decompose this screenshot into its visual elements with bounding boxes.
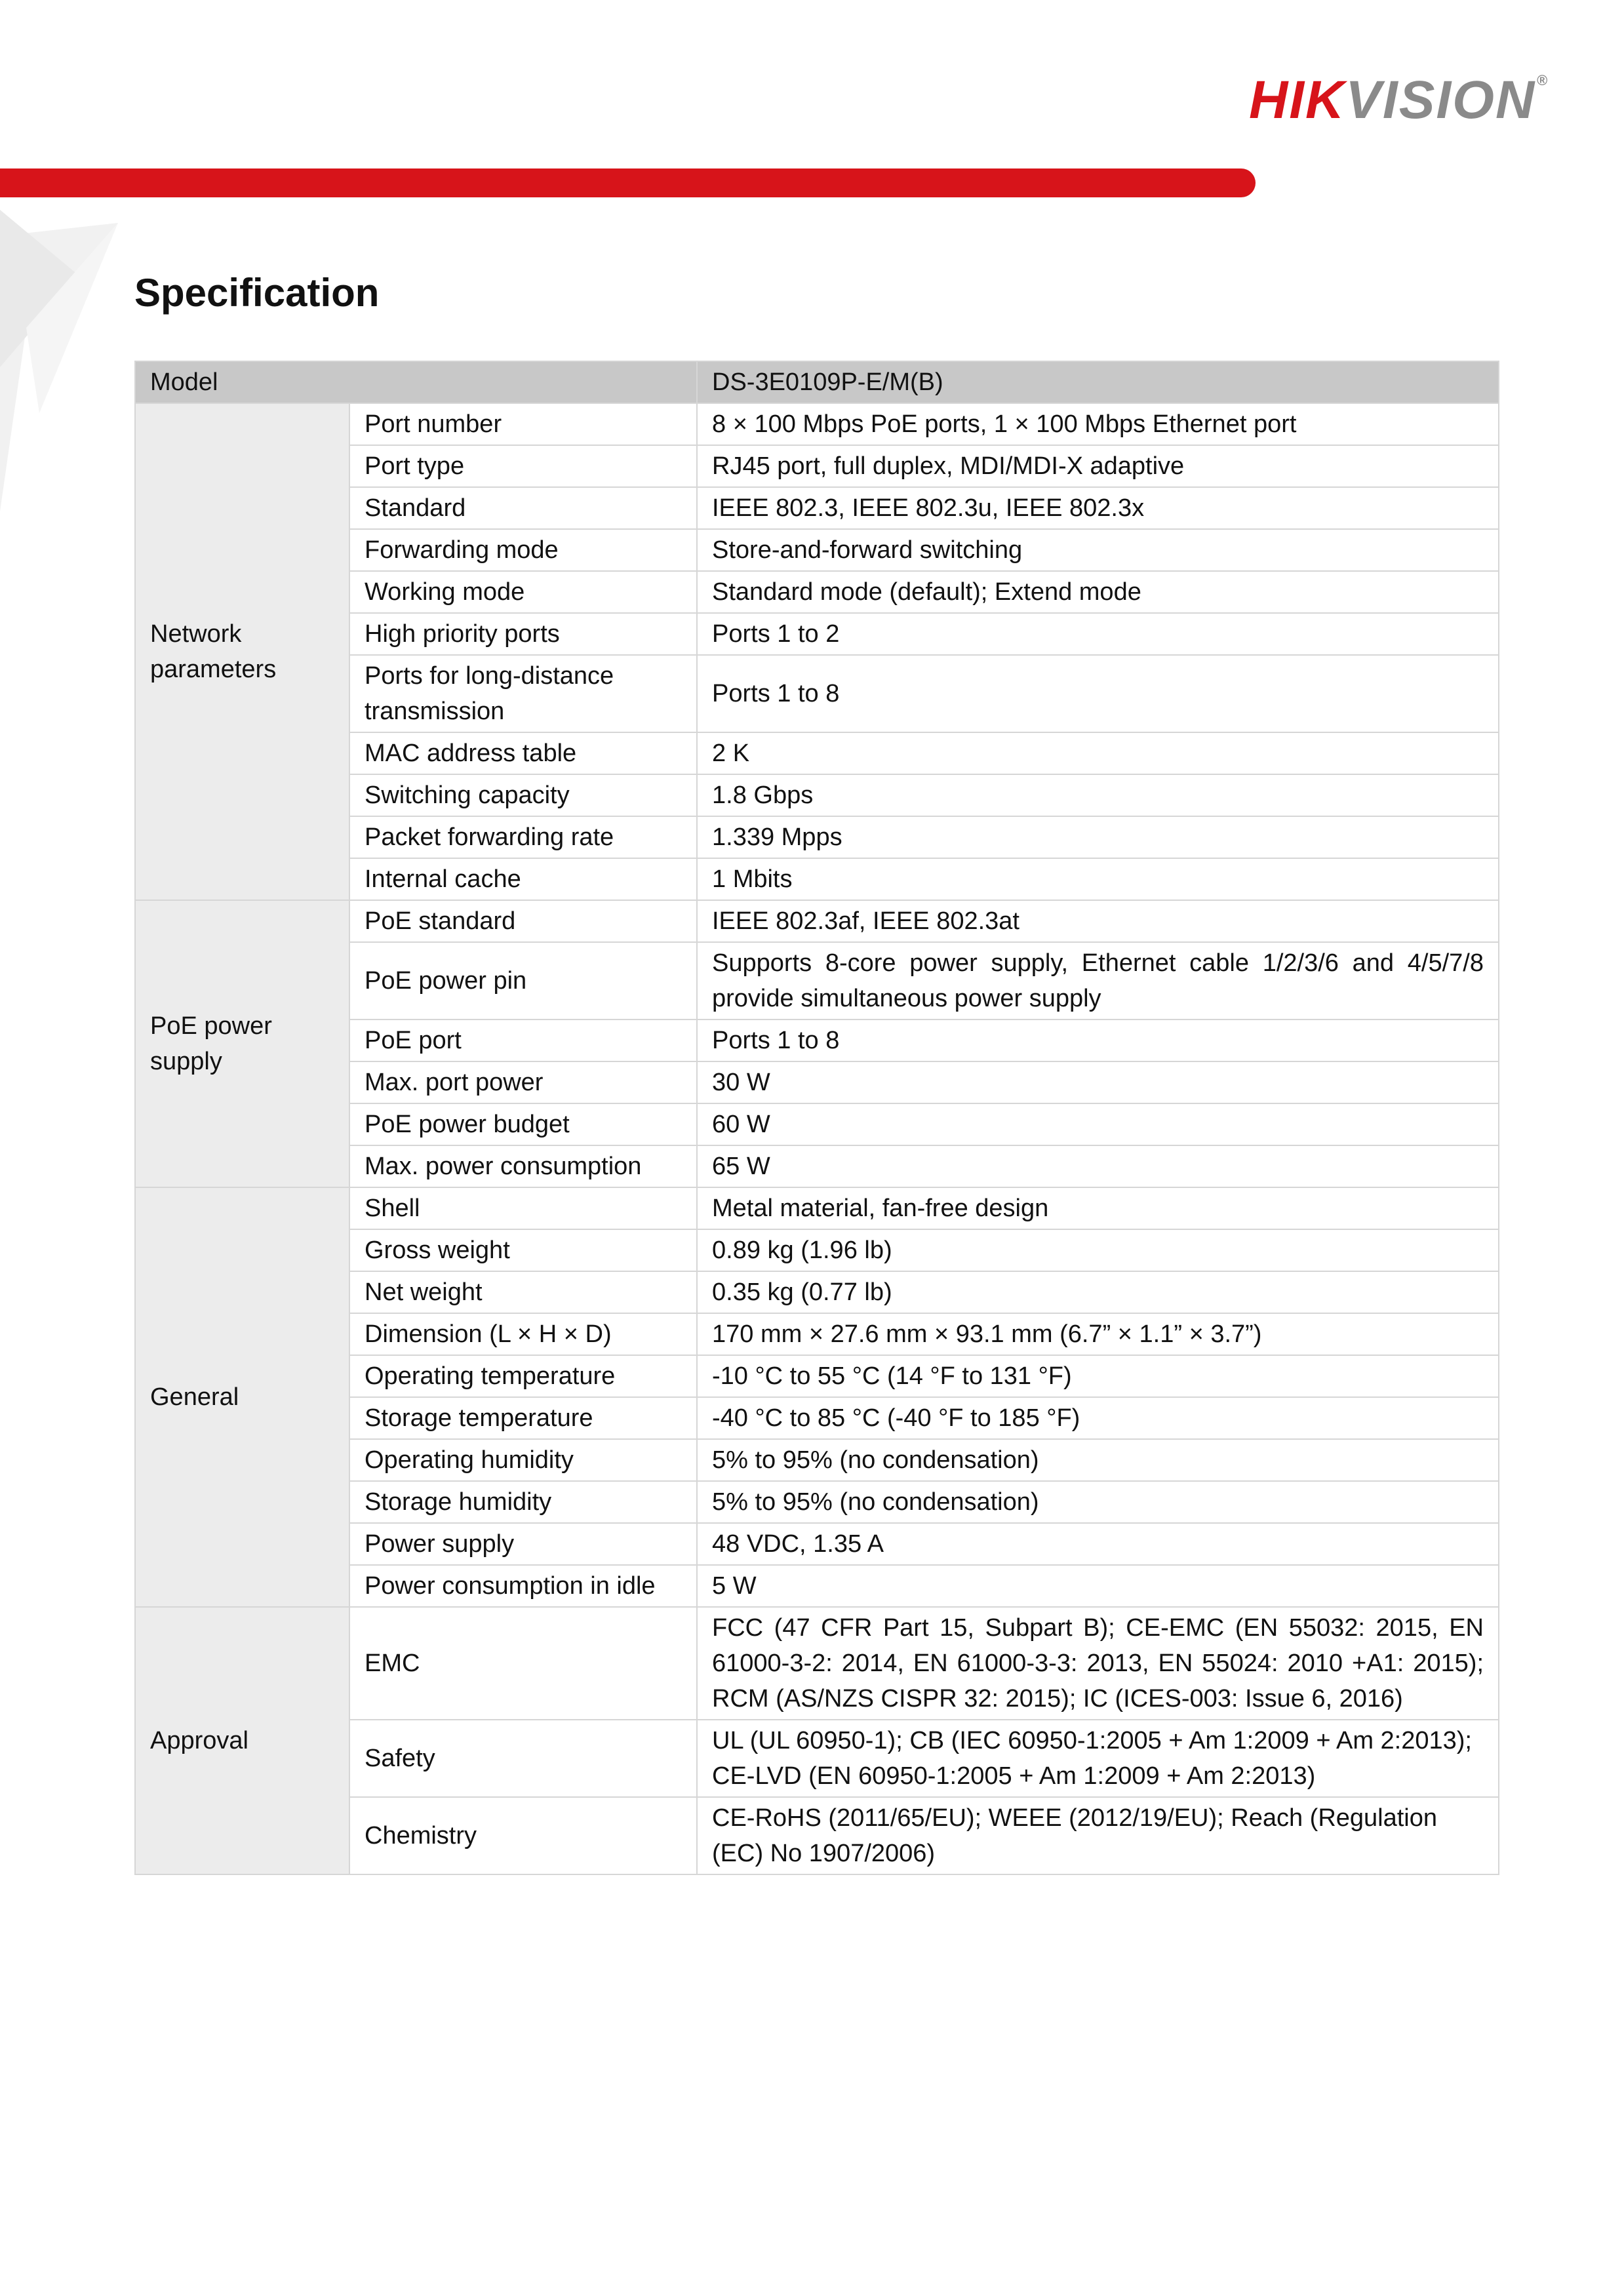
header-label-cell: Model	[135, 361, 697, 403]
table-header-row	[135, 361, 1499, 403]
spec-value: 1 Mbits	[697, 858, 1499, 900]
spec-label: Working mode	[349, 571, 697, 613]
spec-value: Ports 1 to 2	[697, 613, 1499, 655]
registered-mark: ®	[1537, 72, 1549, 89]
spec-label: Switching capacity	[349, 774, 697, 816]
spec-label: Chemistry	[349, 1797, 697, 1874]
spec-label: Port type	[349, 445, 697, 487]
spec-value: 5% to 95% (no condensation)	[697, 1481, 1499, 1523]
spec-label: PoE standard	[349, 900, 697, 942]
spec-label: Internal cache	[349, 858, 697, 900]
spec-value: 60 W	[697, 1103, 1499, 1145]
spec-value: -10 °C to 55 °C (14 °F to 131 °F)	[697, 1355, 1499, 1397]
spec-label: High priority ports	[349, 613, 697, 655]
spec-value: Ports 1 to 8	[697, 655, 1499, 732]
group-general: General	[135, 1187, 349, 1607]
specification-table	[134, 361, 1499, 1875]
spec-value: 65 W	[697, 1145, 1499, 1187]
spec-label: Max. port power	[349, 1061, 697, 1103]
header-value-cell: DS-3E0109P-E/M(B)	[697, 361, 1499, 403]
group-network-parameters: Network parameters	[135, 403, 349, 900]
spec-label: Net weight	[349, 1271, 697, 1313]
spec-value: CE-RoHS (2011/65/EU); WEEE (2012/19/EU); Reach (Regulation (EC) No 1907/2006)	[697, 1797, 1499, 1874]
spec-value: 48 VDC, 1.35 A	[697, 1523, 1499, 1565]
spec-value: 170 mm × 27.6 mm × 93.1 mm (6.7” × 1.1” × 3.7”)	[697, 1313, 1499, 1355]
spec-label: PoE power budget	[349, 1103, 697, 1145]
spec-label: Forwarding mode	[349, 529, 697, 571]
table-row	[135, 1607, 1499, 1720]
spec-label: Packet forwarding rate	[349, 816, 697, 858]
spec-label: Standard	[349, 487, 697, 529]
spec-label: Storage humidity	[349, 1481, 697, 1523]
spec-label: Shell	[349, 1187, 697, 1229]
spec-label: Gross weight	[349, 1229, 697, 1271]
spec-label: Safety	[349, 1720, 697, 1797]
spec-value: 0.35 kg (0.77 lb)	[697, 1271, 1499, 1313]
spec-value: Supports 8-core power supply, Ethernet cable 1/2/3/6 and 4/5/7/8 provide simultaneous power supply	[697, 942, 1499, 1019]
logo-text-red: HIK	[1249, 70, 1346, 130]
spec-label: Ports for long-distance transmission	[349, 655, 697, 732]
spec-value: 5% to 95% (no condensation)	[697, 1439, 1499, 1481]
hikvision-logo	[1249, 70, 1549, 130]
spec-value: 1.8 Gbps	[697, 774, 1499, 816]
spec-label: Power consumption in idle	[349, 1565, 697, 1607]
spec-label: MAC address table	[349, 732, 697, 774]
table-row	[135, 1187, 1499, 1229]
spec-value: 30 W	[697, 1061, 1499, 1103]
spec-value: RJ45 port, full duplex, MDI/MDI-X adaptive	[697, 445, 1499, 487]
spec-label: PoE power pin	[349, 942, 697, 1019]
spec-label: PoE port	[349, 1019, 697, 1061]
spec-value: 1.339 Mpps	[697, 816, 1499, 858]
spec-value: FCC (47 CFR Part 15, Subpart B); CE-EMC (EN 55032: 2015, EN 61000-3-2: 2014, EN 61000-3-3: 2013, EN 55024: 2010 +A1: 2015); RCM (AS/NZS CISPR 32: 2015); IC (ICES-003: Issue 6, 2016)	[697, 1607, 1499, 1720]
spec-label: Power supply	[349, 1523, 697, 1565]
spec-value: Standard mode (default); Extend mode	[697, 571, 1499, 613]
group-approval: Approval	[135, 1607, 349, 1874]
decorative-shard-graphic	[0, 197, 131, 538]
spec-label: Port number	[349, 403, 697, 445]
spec-value: Metal material, fan-free design	[697, 1187, 1499, 1229]
spec-label: Operating temperature	[349, 1355, 697, 1397]
spec-label: Operating humidity	[349, 1439, 697, 1481]
spec-value: 8 × 100 Mbps PoE ports, 1 × 100 Mbps Ethernet port	[697, 403, 1499, 445]
header-banner	[0, 168, 1256, 197]
table-row	[135, 403, 1499, 445]
table-row	[135, 900, 1499, 942]
spec-value: IEEE 802.3af, IEEE 802.3at	[697, 900, 1499, 942]
page-title: Specification	[134, 271, 380, 315]
group-poe-power-supply: PoE power supply	[135, 900, 349, 1187]
logo-text-gray: VISION	[1345, 70, 1536, 130]
spec-value: -40 °C to 85 °C (-40 °F to 185 °F)	[697, 1397, 1499, 1439]
spec-value: 2 K	[697, 732, 1499, 774]
spec-value: 5 W	[697, 1565, 1499, 1607]
spec-label: Max. power consumption	[349, 1145, 697, 1187]
spec-value: Ports 1 to 8	[697, 1019, 1499, 1061]
spec-value: UL (UL 60950-1); CB (IEC 60950-1:2005 + Am 1:2009 + Am 2:2013); CE-LVD (EN 60950-1:2005 + Am 1:2009 + Am 2:2013)	[697, 1720, 1499, 1797]
spec-value: 0.89 kg (1.96 lb)	[697, 1229, 1499, 1271]
spec-value: IEEE 802.3, IEEE 802.3u, IEEE 802.3x	[697, 487, 1499, 529]
spec-label: Dimension (L × H × D)	[349, 1313, 697, 1355]
spec-value: Store-and-forward switching	[697, 529, 1499, 571]
spec-label: EMC	[349, 1607, 697, 1720]
spec-label: Storage temperature	[349, 1397, 697, 1439]
